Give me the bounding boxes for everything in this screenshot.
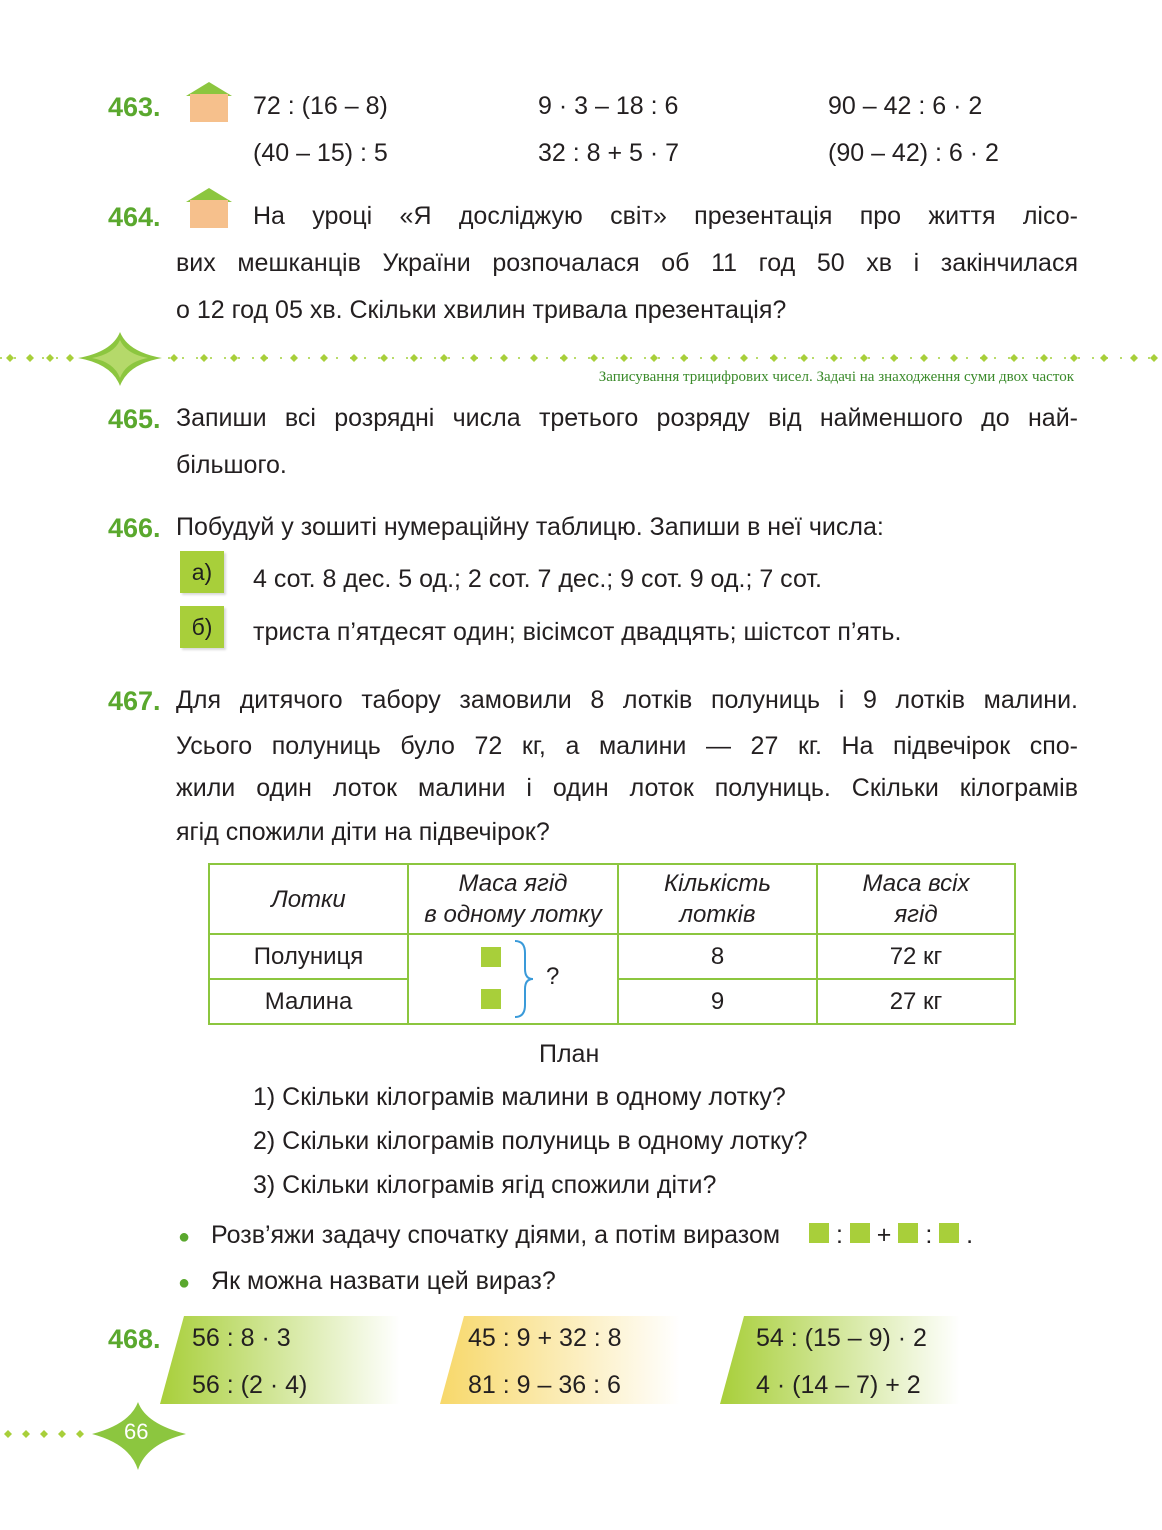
expression: 90 – 42 : 6 · 2 [828, 92, 983, 120]
page-number: 66 [124, 1419, 149, 1444]
table-cell: Малина [209, 979, 408, 1024]
expression: 45 : 9 + 32 : 8 [468, 1324, 622, 1352]
blank-square [481, 947, 501, 967]
problem-text-line: ягід спожили діти на підвечірок? [176, 818, 550, 846]
table-header: Маса всіх ягід [817, 864, 1015, 934]
page-number-ornament [0, 1400, 200, 1472]
data-table [208, 863, 1016, 1025]
plan-item: 2) Скільки кілограмів полуниць в одному лотку? [253, 1127, 808, 1155]
problem-text-line: На уроці «Я досліджую світ» презентація про життя лісо- [253, 202, 1078, 230]
table-header: Лотки [209, 864, 408, 934]
expression: 72 : (16 – 8) [253, 92, 388, 120]
problem-text: Побудуй у зошиті нумераційну таблицю. Запиши в неї числа: [176, 513, 884, 541]
exercise-number: 465. [108, 404, 161, 434]
table-header: Кількість лотків [618, 864, 817, 934]
bullet-icon: ● [178, 1272, 191, 1294]
table-row [209, 934, 1015, 979]
problem-text-line: Для дитячого табору замовили 8 лотків полуниць і 9 лотків малини. [176, 686, 1078, 714]
house-icon [184, 80, 234, 124]
subtask-label-b: б) [180, 606, 224, 648]
table-cell: 72 кг [817, 934, 1015, 979]
expression: 32 : 8 + 5 · 7 [538, 139, 680, 167]
plan-title: План [539, 1040, 600, 1068]
blank-square [481, 989, 501, 1009]
exercise-number: 463. [108, 92, 161, 122]
exercise-number: 466. [108, 513, 161, 543]
table-cell: 8 [618, 934, 817, 979]
plan-item: 3) Скільки кілограмів ягід спожили діти? [253, 1171, 717, 1199]
expression: 54 : (15 – 9) · 2 [756, 1324, 927, 1352]
bullet-item: ● Розв’яжи задачу спочатку діями, а потім виразом : + : . [178, 1221, 974, 1249]
exercise-number: 468. [108, 1324, 161, 1354]
subtask-text-a: 4 сот. 8 дес. 5 од.; 2 сот. 7 дес.; 9 сот. 9 од.; 7 сот. [253, 565, 822, 593]
house-icon [184, 186, 234, 230]
expression: (40 – 15) : 5 [253, 139, 388, 167]
expression: 56 : 8 · 3 [192, 1324, 291, 1352]
expression: 56 : (2 · 4) [192, 1371, 308, 1399]
expression: 4 · (14 – 7) + 2 [756, 1371, 921, 1399]
question-mark: ? [546, 963, 560, 990]
plan-item: 1) Скільки кілограмів малини в одному лотку? [253, 1083, 786, 1111]
expression: 81 : 9 – 36 : 6 [468, 1371, 621, 1399]
expression-template: : + : . [809, 1221, 973, 1249]
exercise-number: 467. [108, 686, 161, 716]
problem-text-line: Усього полуниць було 72 кг, а малини — 27 кг. На підвечірок спо- [176, 732, 1078, 760]
bullet-item: ● Як можна назвати цей вираз? [178, 1267, 556, 1295]
table-cell-unknown [408, 934, 618, 1024]
expression: (90 – 42) : 6 · 2 [828, 139, 999, 167]
bullet-icon: ● [178, 1226, 191, 1248]
problem-text-line: вих мешканців України розпочалася об 11 год 50 хв і закінчилася [176, 249, 1078, 277]
subtask-text-b: триста п’ятдесят один; вісімсот двадцять; шістсот п’ять. [253, 618, 902, 646]
problem-text-line: жили один лоток малини і один лоток полуниць. Скільки кілограмів [176, 774, 1078, 802]
table-header: Маса ягід в одному лотку [408, 864, 618, 934]
table-cell: Полуниця [209, 934, 408, 979]
exercise-number: 464. [108, 202, 161, 232]
expression: 9 · 3 – 18 : 6 [538, 92, 679, 120]
problem-text-line: о 12 год 05 хв. Скільки хвилин тривала презентація? [176, 296, 787, 324]
brace-icon [513, 939, 535, 1019]
subtask-label-a: а) [180, 551, 224, 593]
section-title: Записування трицифрових чисел. Задачі на знаходження суми двох часток [598, 369, 1074, 385]
table-cell: 27 кг [817, 979, 1015, 1024]
problem-text-line: Запиши всі розрядні числа третього розряду від найменшого до най- [176, 404, 1078, 432]
table-cell: 9 [618, 979, 817, 1024]
problem-text-line: більшого. [176, 451, 287, 479]
